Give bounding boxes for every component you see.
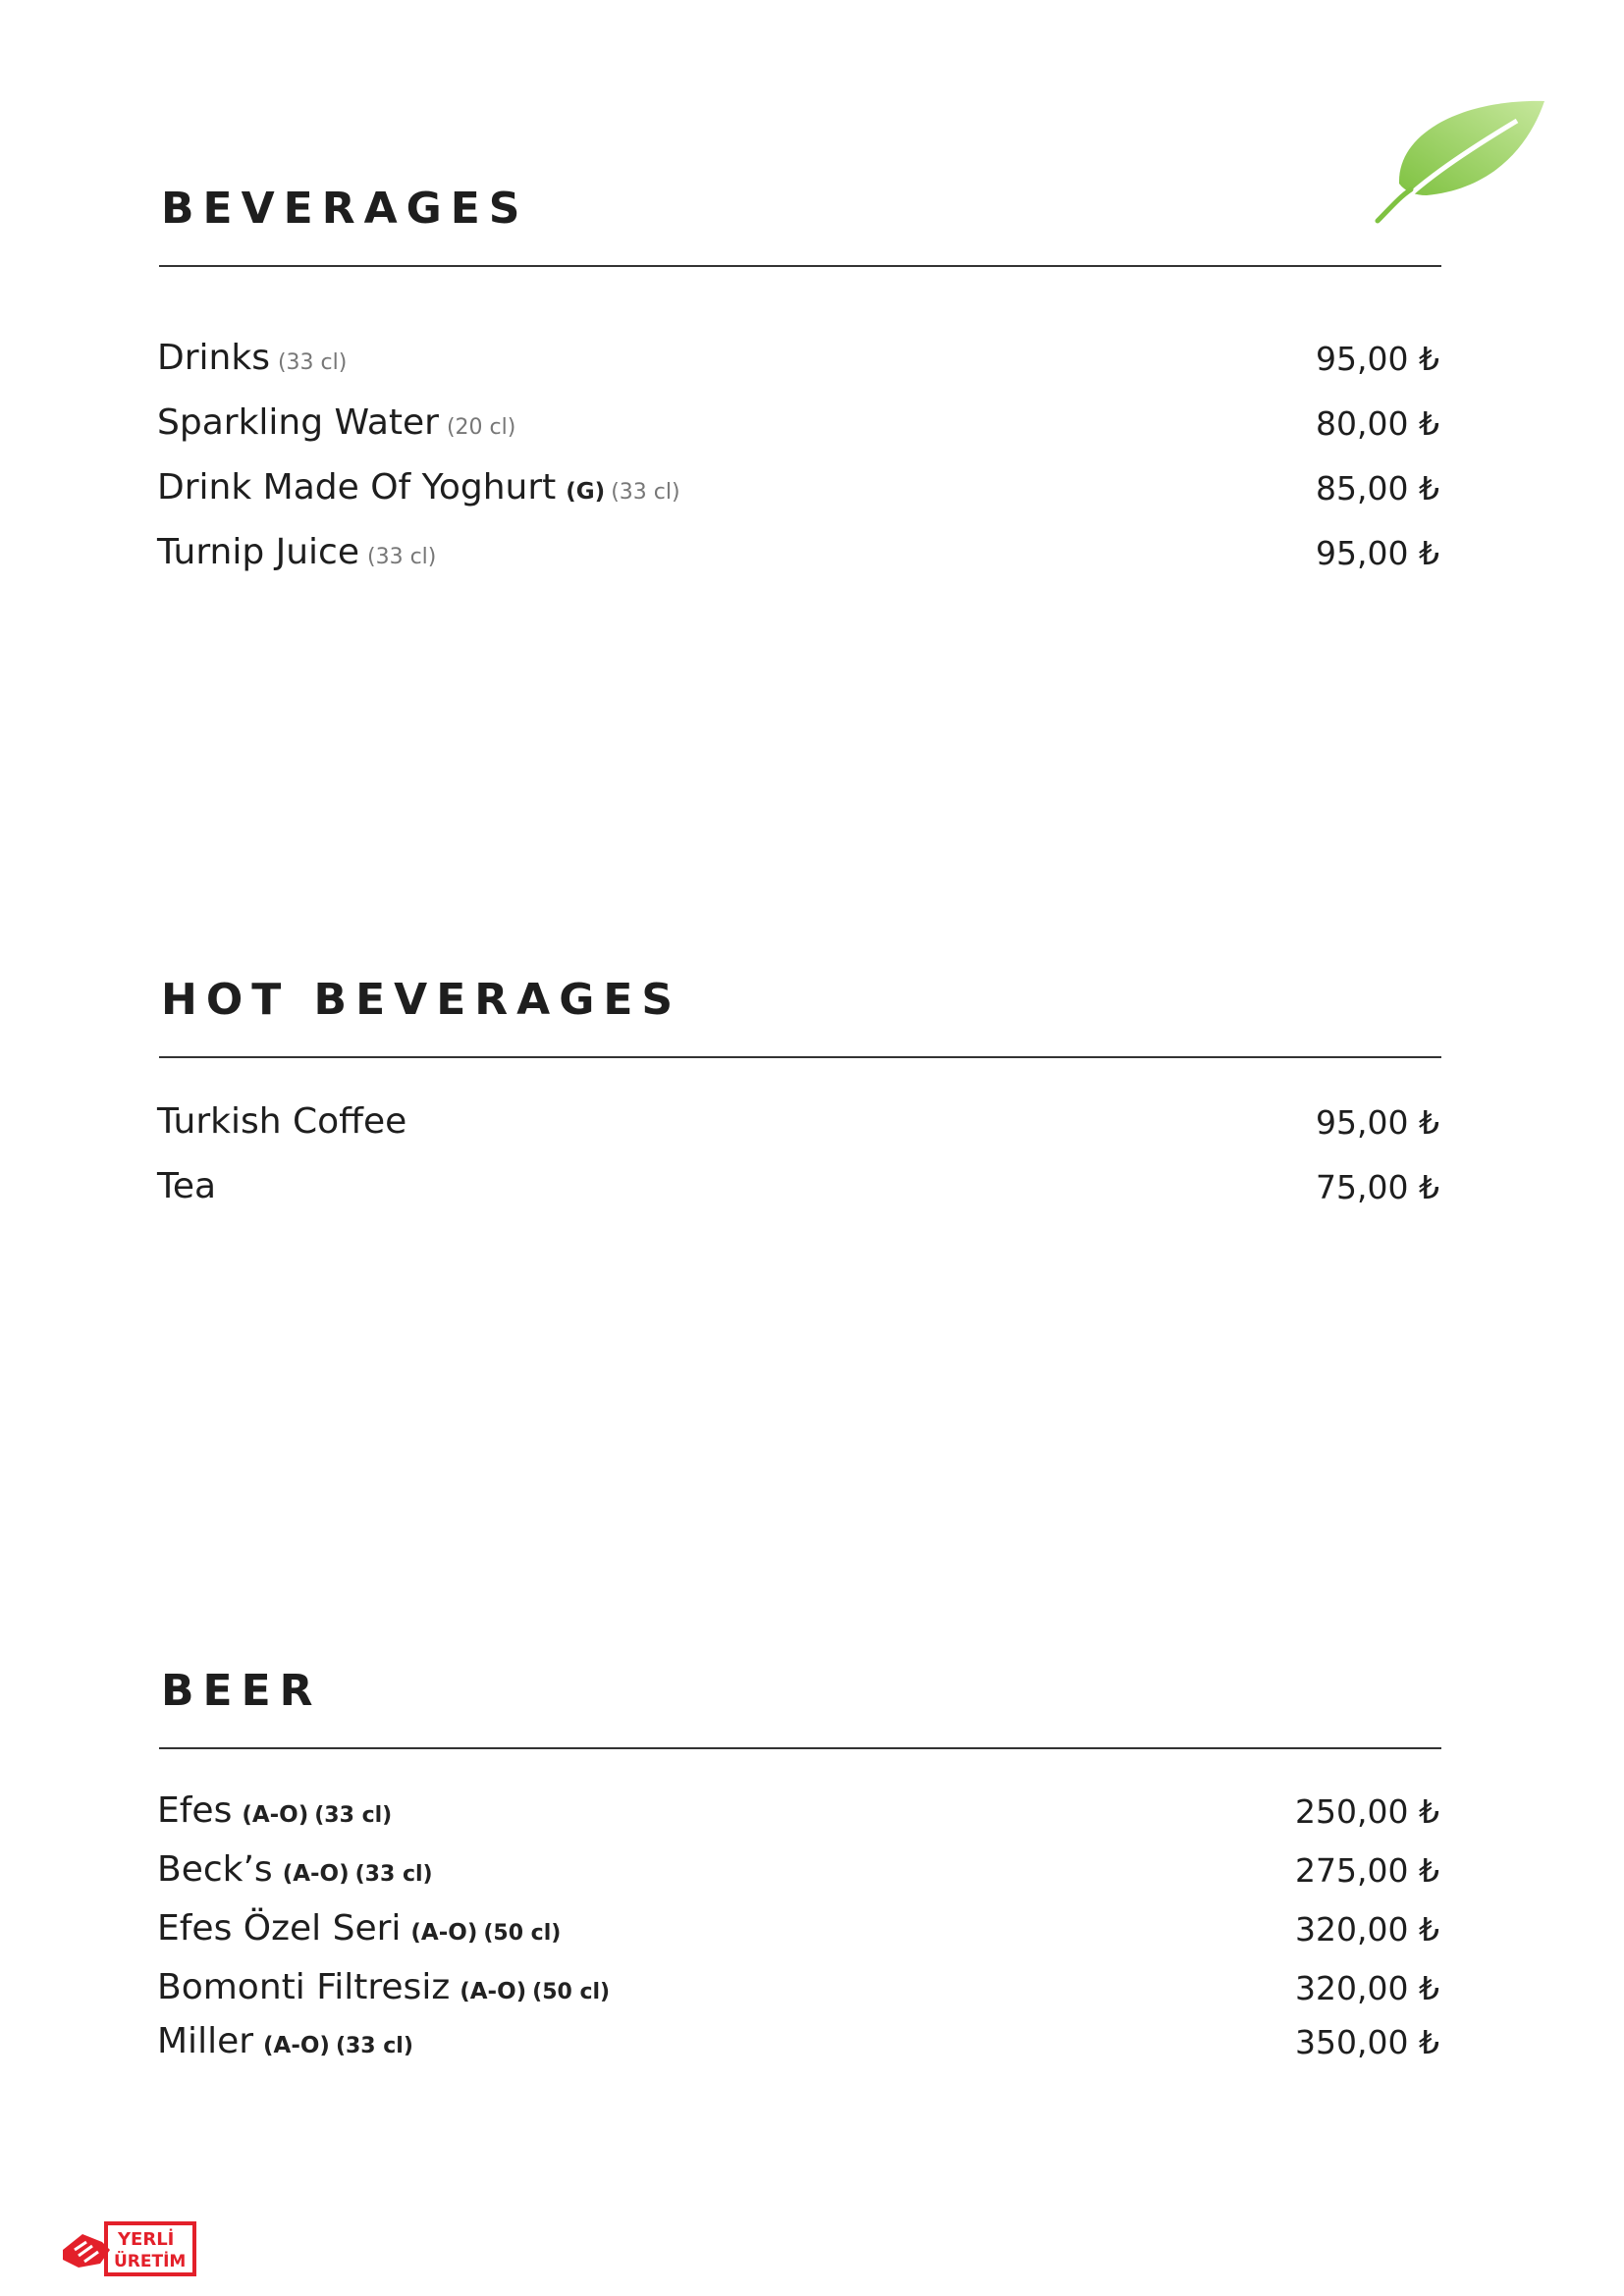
menu-item xyxy=(157,1159,1439,1214)
menu-item xyxy=(157,1095,1439,1149)
item-name: Efes xyxy=(157,1790,233,1831)
menu-item xyxy=(157,1960,1439,2015)
item-price: 320,00 ₺ xyxy=(1295,1969,1439,2007)
item-size: (33 cl) xyxy=(277,350,348,375)
item-name-block xyxy=(157,402,515,443)
item-price: 320,00 ₺ xyxy=(1295,1910,1439,1949)
item-name: Efes Özel Seri xyxy=(157,1908,402,1949)
section-divider xyxy=(159,1747,1441,1749)
item-size: (33 cl) xyxy=(367,545,437,569)
section-divider xyxy=(159,1056,1441,1058)
menu-item xyxy=(157,525,1439,580)
item-allergen-tag: (A-O) xyxy=(263,2033,330,2058)
item-allergen-tag: (A-O) xyxy=(242,1802,309,1828)
section-title-beverages: BEVERAGES xyxy=(161,184,529,234)
item-name: Sparkling Water xyxy=(157,402,439,443)
leaf-icon xyxy=(1370,93,1546,231)
item-name: Drinks xyxy=(157,338,270,378)
item-price: 85,00 ₺ xyxy=(1316,469,1439,507)
item-price: 275,00 ₺ xyxy=(1295,1851,1439,1890)
item-name: Miller xyxy=(157,2021,254,2061)
item-price: 350,00 ₺ xyxy=(1295,2023,1439,2061)
section-title-hot-beverages: HOT BEVERAGES xyxy=(161,975,682,1025)
item-name: Turkish Coffee xyxy=(157,1101,407,1142)
item-size: (33 cl) xyxy=(611,480,680,505)
logo-line-2: ÜRETİM xyxy=(114,2252,187,2271)
menu-item xyxy=(157,396,1439,451)
section-divider xyxy=(159,265,1441,267)
item-price: 95,00 ₺ xyxy=(1316,340,1439,378)
item-name: Tea xyxy=(157,1166,217,1206)
item-price: 95,00 ₺ xyxy=(1316,534,1439,572)
item-size: (20 cl) xyxy=(446,415,516,440)
menu-item xyxy=(157,2014,1439,2069)
item-name-block xyxy=(157,532,436,572)
item-name-block xyxy=(157,1908,561,1949)
item-name-block xyxy=(157,2021,413,2061)
menu-item xyxy=(157,331,1439,386)
item-name: Bomonti Filtresiz xyxy=(157,1967,451,2007)
menu-item xyxy=(157,1784,1439,1839)
item-allergen-tag: (A-O) xyxy=(410,1920,478,1946)
item-size: (33 cl) xyxy=(335,2034,413,2058)
item-name-block xyxy=(157,1967,610,2007)
logo-line-1: YERLİ xyxy=(118,2229,175,2250)
menu-item xyxy=(157,460,1439,515)
item-price: 75,00 ₺ xyxy=(1316,1168,1439,1206)
item-name-block xyxy=(157,338,347,378)
item-name-block xyxy=(157,467,680,507)
item-price: 80,00 ₺ xyxy=(1316,404,1439,443)
item-name: Beck’s xyxy=(157,1849,273,1890)
menu-item xyxy=(157,1901,1439,1956)
section-title-beer: BEER xyxy=(161,1666,322,1716)
item-allergen-tag: (A-O) xyxy=(282,1861,350,1887)
item-price: 250,00 ₺ xyxy=(1295,1792,1439,1831)
item-size: (50 cl) xyxy=(483,1921,562,1946)
item-allergen-tag: (A-O) xyxy=(460,1979,527,2004)
yerli-uretim-logo xyxy=(61,2220,198,2277)
item-price: 95,00 ₺ xyxy=(1316,1103,1439,1142)
item-allergen-tag: (G) xyxy=(566,479,606,505)
item-size: (50 cl) xyxy=(532,1980,611,2004)
item-size: (33 cl) xyxy=(354,1862,433,1887)
item-name-block xyxy=(157,1790,392,1831)
item-name: Turnip Juice xyxy=(157,532,359,572)
item-name-block xyxy=(157,1849,433,1890)
item-size: (33 cl) xyxy=(314,1803,393,1828)
menu-item xyxy=(157,1842,1439,1897)
item-name: Drink Made Of Yoghurt xyxy=(157,467,557,507)
